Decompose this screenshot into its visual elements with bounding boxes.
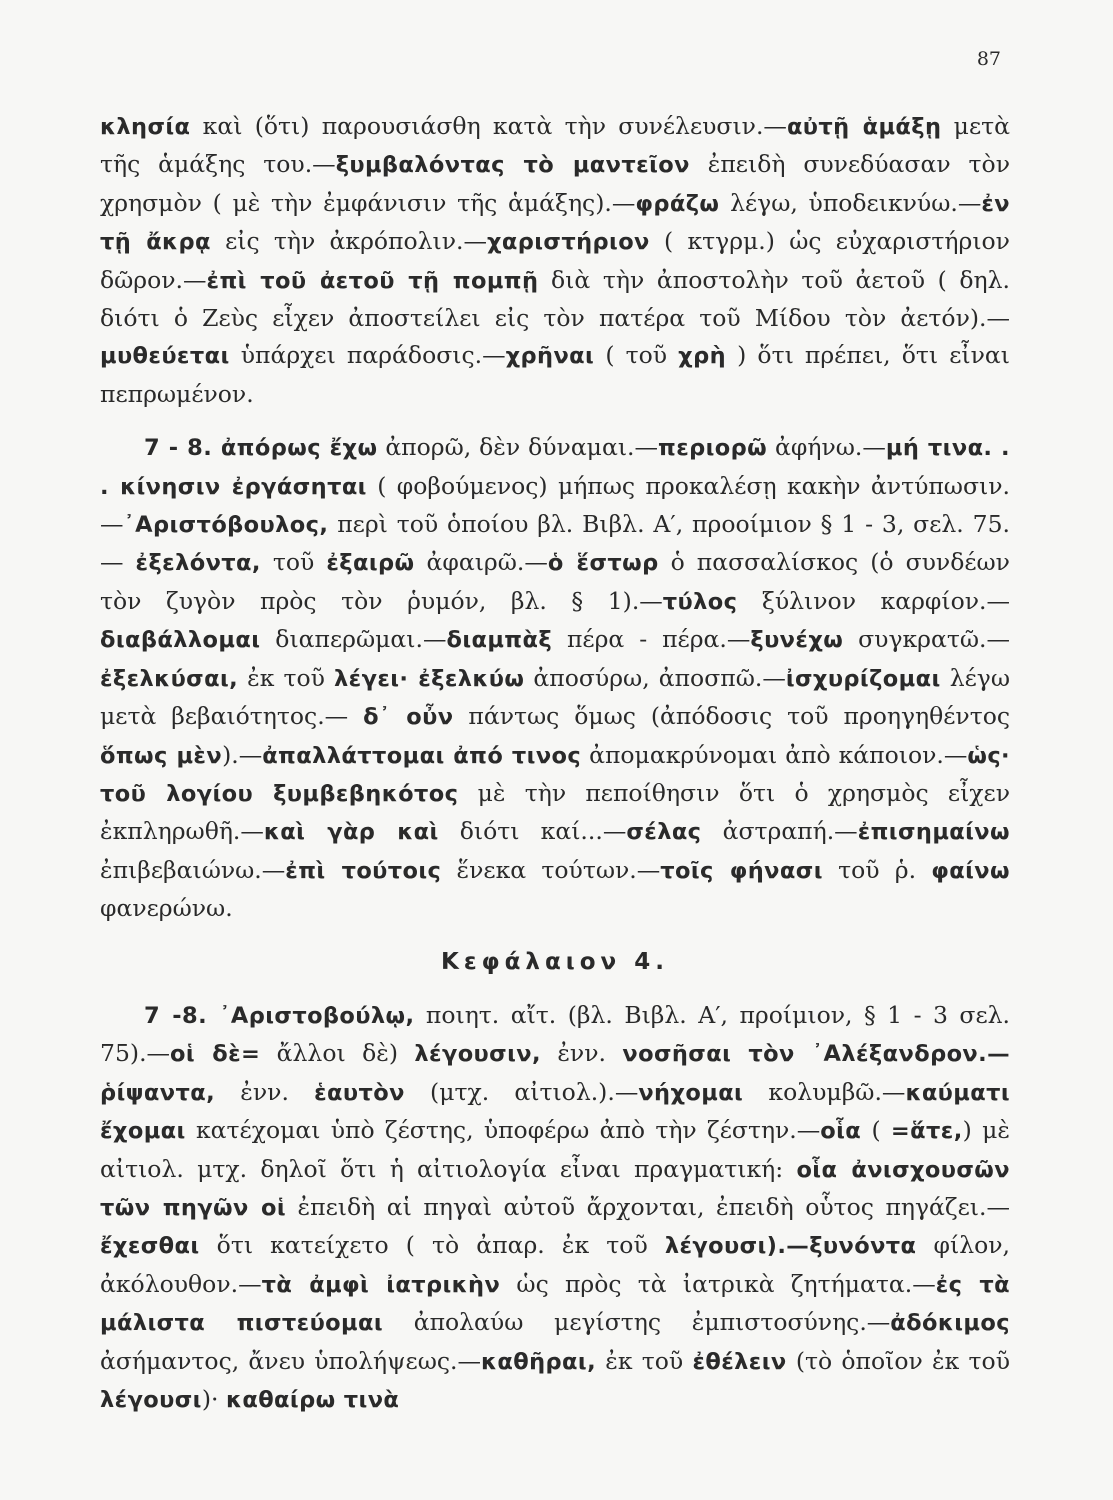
gloss-text: κολυμβῶ.— bbox=[743, 1077, 906, 1106]
lemma: οἷα ἀνισχουσῶν τῶν πηγῶν οἱ bbox=[100, 1156, 1010, 1221]
lemma: ἀδόκιμος bbox=[890, 1310, 1010, 1337]
lemma: λέγει· ἐξελκύω bbox=[334, 665, 525, 692]
lemma: ὁ ἕστωρ bbox=[547, 550, 659, 577]
paragraph-1 bbox=[100, 108, 1010, 413]
lemma: 7 - 8. ἀπόρως ἔχω bbox=[144, 435, 378, 462]
lemma: ξυνέχω bbox=[750, 627, 844, 654]
gloss-text: ἀπομακρύνομαι ἀπὸ κάποιον.— bbox=[581, 740, 968, 769]
gloss-text: πέρα - πέρα.— bbox=[552, 625, 751, 654]
lemma: ἐν τῇ ἄκρᾳ bbox=[100, 190, 1010, 256]
lemma: τοῖς φήνασι bbox=[660, 857, 823, 884]
lemma: ἐπὶ τούτοις bbox=[285, 857, 442, 884]
gloss-text: ( bbox=[861, 1116, 891, 1145]
gloss-text: ( τοῦ bbox=[594, 341, 679, 370]
lemma: ᾿Αριστόβουλος, bbox=[123, 512, 329, 539]
gloss-text: διὰ τὴν ἀποστολὴν τοῦ ἀετοῦ ( δηλ. διότι ὁ Ζεὺς εἶχεν ἀποστείλει εἰς τὸν πατέρα τοῦ Μίδου τὸν ἀετόν).— bbox=[100, 265, 1010, 333]
lemma: ἐς τὰ μάλιστα πιστεύομαι bbox=[100, 1271, 1010, 1337]
lemma: ἐξελόντα, bbox=[135, 550, 261, 577]
lemma: μή τινα. . . κίνησιν ἐργάσηται bbox=[100, 435, 1011, 500]
lemma: ἐπισημαίνω bbox=[857, 819, 1010, 846]
lemma: χρῆναι bbox=[505, 343, 595, 370]
gloss-text: ἐνν. bbox=[215, 1077, 315, 1106]
gloss-text: διαπερῶμαι.— bbox=[260, 625, 447, 654]
lemma: οἷα bbox=[820, 1118, 862, 1145]
gloss-text: διότι καί...— bbox=[438, 817, 627, 846]
lemma: διαμπὰξ bbox=[446, 627, 553, 654]
lemma: ἑαυτὸν bbox=[314, 1079, 405, 1106]
lemma: ἐθέλειν bbox=[692, 1348, 787, 1375]
lemma: μυθεύεται bbox=[100, 343, 230, 370]
gloss-text: ὡς πρὸς τὰ ἰατρικὰ ζητήματα.— bbox=[500, 1269, 936, 1298]
lemma: φαίνω bbox=[931, 857, 1010, 884]
gloss-text: ἐκ τοῦ bbox=[238, 663, 335, 692]
gloss-text: ἀπολαύω μεγίστης ἐμπιστοσύνης.— bbox=[383, 1308, 891, 1337]
gloss-text: ) μὲ αἰτιολ. μτχ. δηλοῖ ὅτι ἡ αἰτιολογία εἶναι πραγματική: bbox=[100, 1116, 1010, 1183]
gloss-text: ἐπειδὴ συνεδύασαν τὸν χρησμὸν ( μὲ τὴν ἐμφάνισιν τῆς ἁμάξης).— bbox=[100, 150, 1010, 217]
gloss-text: ὑπάρχει παράδοσις.— bbox=[229, 341, 506, 370]
lemma: κλησία bbox=[100, 114, 191, 140]
commentary-text bbox=[100, 108, 1010, 1419]
lemma: λέγουσι).—ξυνόντα bbox=[664, 1233, 917, 1260]
lemma: ξυμβαλόντας τὸ μαντεῖον bbox=[335, 152, 690, 179]
gloss-text: ( κτγρμ.) ὡς εὐχαριστήριον δῶρον.— bbox=[100, 227, 1010, 294]
gloss-text: ἀπορῶ, δὲν δύναμαι.— bbox=[377, 433, 659, 462]
lemma: ἐξελκύσαι, bbox=[100, 665, 239, 692]
lemma: ἐπὶ τοῦ ἀετοῦ τῇ πομπῇ bbox=[206, 267, 539, 294]
gloss-text: ποιητ. αἴτ. (βλ. Βιβλ. Α′, προίμιον, § 1 - 3 σελ. 75).— bbox=[100, 1000, 1010, 1068]
gloss-text: φίλον, ἀκόλουθον.— bbox=[100, 1231, 1010, 1298]
lemma: χρὴ bbox=[678, 343, 727, 370]
gloss-text: εἰς τὴν ἀκρόπολιν.— bbox=[210, 227, 487, 256]
gloss-text: ἄλλοι δὲ) bbox=[260, 1039, 415, 1068]
gloss-text: ἐπειδὴ αἱ πηγαὶ αὐτοῦ ἄρχονται, ἐπειδὴ οὗτος πηγάζει.— bbox=[286, 1192, 1010, 1221]
chapter-heading: Κεφάλαιον 4. bbox=[441, 948, 669, 975]
lemma: νήχομαι bbox=[638, 1079, 744, 1106]
lemma: ἐξαιρῶ bbox=[326, 550, 415, 577]
gloss-text: μετὰ τῆς ἁμάξης του.— bbox=[100, 112, 1010, 179]
lemma: καθῆραι, bbox=[481, 1348, 597, 1375]
gloss-text: ἐνν. bbox=[540, 1039, 623, 1068]
gloss-text: λέγω μετὰ βεβαιότητος.— bbox=[100, 663, 1010, 731]
lemma: λέγουσιν, bbox=[414, 1041, 541, 1068]
lemma: φράζω bbox=[635, 190, 720, 217]
lemma: ἰσχυρίζομαι bbox=[785, 665, 941, 692]
gloss-text: ὅτι κατείχετο ( τὸ ἀπαρ. ἐκ τοῦ bbox=[199, 1231, 665, 1260]
lemma: νοσῆσαι τὸν ᾿Αλέξανδρον.—ῥίψαντα, bbox=[100, 1041, 1011, 1106]
gloss-text: καὶ (ὅτι) παρουσιάσθη κατὰ τὴν συνέλευσιν.— bbox=[190, 112, 787, 140]
lemma: ἀπαλλάττομαι ἀπό τινος bbox=[262, 742, 582, 769]
lemma: 7 -8. ᾿Αριστοβούλῳ, bbox=[144, 1002, 415, 1029]
lemma: τὰ ἀμφὶ ἰατρικὴν bbox=[261, 1271, 501, 1298]
gloss-text: (τὸ ὁποῖον ἐκ τοῦ bbox=[786, 1346, 1010, 1375]
gloss-text: λέγω, ὑποδεικνύω.— bbox=[719, 188, 982, 217]
gloss-text: ἐπιβεβαιώνω.— bbox=[100, 855, 286, 884]
gloss-text: φανερώνω. bbox=[100, 894, 233, 923]
lemma: δ᾿ οὖν bbox=[363, 704, 454, 731]
lemma: καὶ γὰρ καὶ bbox=[263, 819, 439, 846]
gloss-text: ἀστραπή.— bbox=[701, 817, 858, 846]
lemma: καύματι ἔχομαι bbox=[100, 1079, 1011, 1145]
gloss-text: τοῦ bbox=[260, 548, 327, 577]
gloss-text: μὲ τὴν πεποίθησιν ὅτι ὁ χρησμὸς εἶχεν ἐκπληρωθῆ.— bbox=[100, 778, 1010, 846]
gloss-text: (μτχ. αἰτιολ.).— bbox=[404, 1077, 639, 1106]
gloss-text: ἀποσύρω, ἀποσπῶ.— bbox=[524, 663, 786, 692]
gloss-text: πάντως ὅμως (ἀπόδοσις τοῦ προηγηθέντος bbox=[453, 702, 1011, 731]
gloss-text: τοῦ ῥ. bbox=[822, 855, 932, 884]
lemma: αὐτῇ ἁμάξῃ bbox=[786, 114, 942, 140]
lemma: τύλος bbox=[662, 588, 738, 615]
gloss-text: κατέχομαι ὑπὸ ζέστης, ὑποφέρω ἀπὸ τὴν ζέστην.— bbox=[185, 1116, 821, 1145]
gloss-text: ) ὅτι πρέπει, ὅτι εἶναι πεπρωμένον. bbox=[100, 341, 1010, 408]
lemma: λέγουσι bbox=[100, 1387, 202, 1413]
gloss-text: ).— bbox=[222, 740, 263, 769]
gloss-text: συγκρατῶ.— bbox=[843, 625, 1010, 654]
gloss-text: ἀφήνω.— bbox=[767, 433, 886, 462]
lemma: οἱ δὲ= bbox=[170, 1041, 261, 1068]
lemma: σέλας bbox=[626, 819, 702, 846]
gloss-text: ἀσήμαντος, ἄνευ ὑπολήψεως.— bbox=[100, 1346, 482, 1375]
lemma: χαριστήριον bbox=[486, 229, 650, 256]
gloss-text: ὁ πασσαλίσκος (ὁ συνδέων τὸν ζυγὸν πρὸς τὸν ῥυμόν, βλ. § 1).— bbox=[100, 548, 1010, 615]
gloss-text: ( φοβούμενος) μήπως προκαλέσῃ κακὴν ἀντύπωσιν.— bbox=[100, 471, 1010, 539]
gloss-text: περὶ τοῦ ὁποίου βλ. Βιβλ. Α′, προοίμιον § 1 - 3, σελ. 75.— bbox=[100, 510, 1010, 577]
page-number: 87 bbox=[976, 48, 1001, 70]
paragraph-2 bbox=[100, 429, 1010, 927]
gloss-text: ἕνεκα τούτων.— bbox=[441, 855, 661, 884]
lemma: ὡς· τοῦ λογίου ξυμβεβηκότος bbox=[100, 742, 1010, 807]
paragraph-3 bbox=[100, 997, 1010, 1419]
gloss-text: ἐκ τοῦ bbox=[596, 1346, 693, 1375]
lemma: ὅπως μὲν bbox=[100, 742, 223, 769]
gloss-text: ξύλινον καρφίον.— bbox=[737, 586, 1010, 615]
lemma: ἔχεσθαι bbox=[100, 1233, 200, 1260]
lemma: =ἅτε, bbox=[890, 1118, 963, 1145]
lemma: περιορῶ bbox=[658, 435, 768, 462]
gloss-text: )· bbox=[201, 1385, 226, 1413]
lemma: καθαίρω τινὰ bbox=[225, 1387, 400, 1413]
lemma: διαβάλλομαι bbox=[100, 627, 261, 654]
gloss-text: ἀφαιρῶ.— bbox=[414, 548, 548, 577]
